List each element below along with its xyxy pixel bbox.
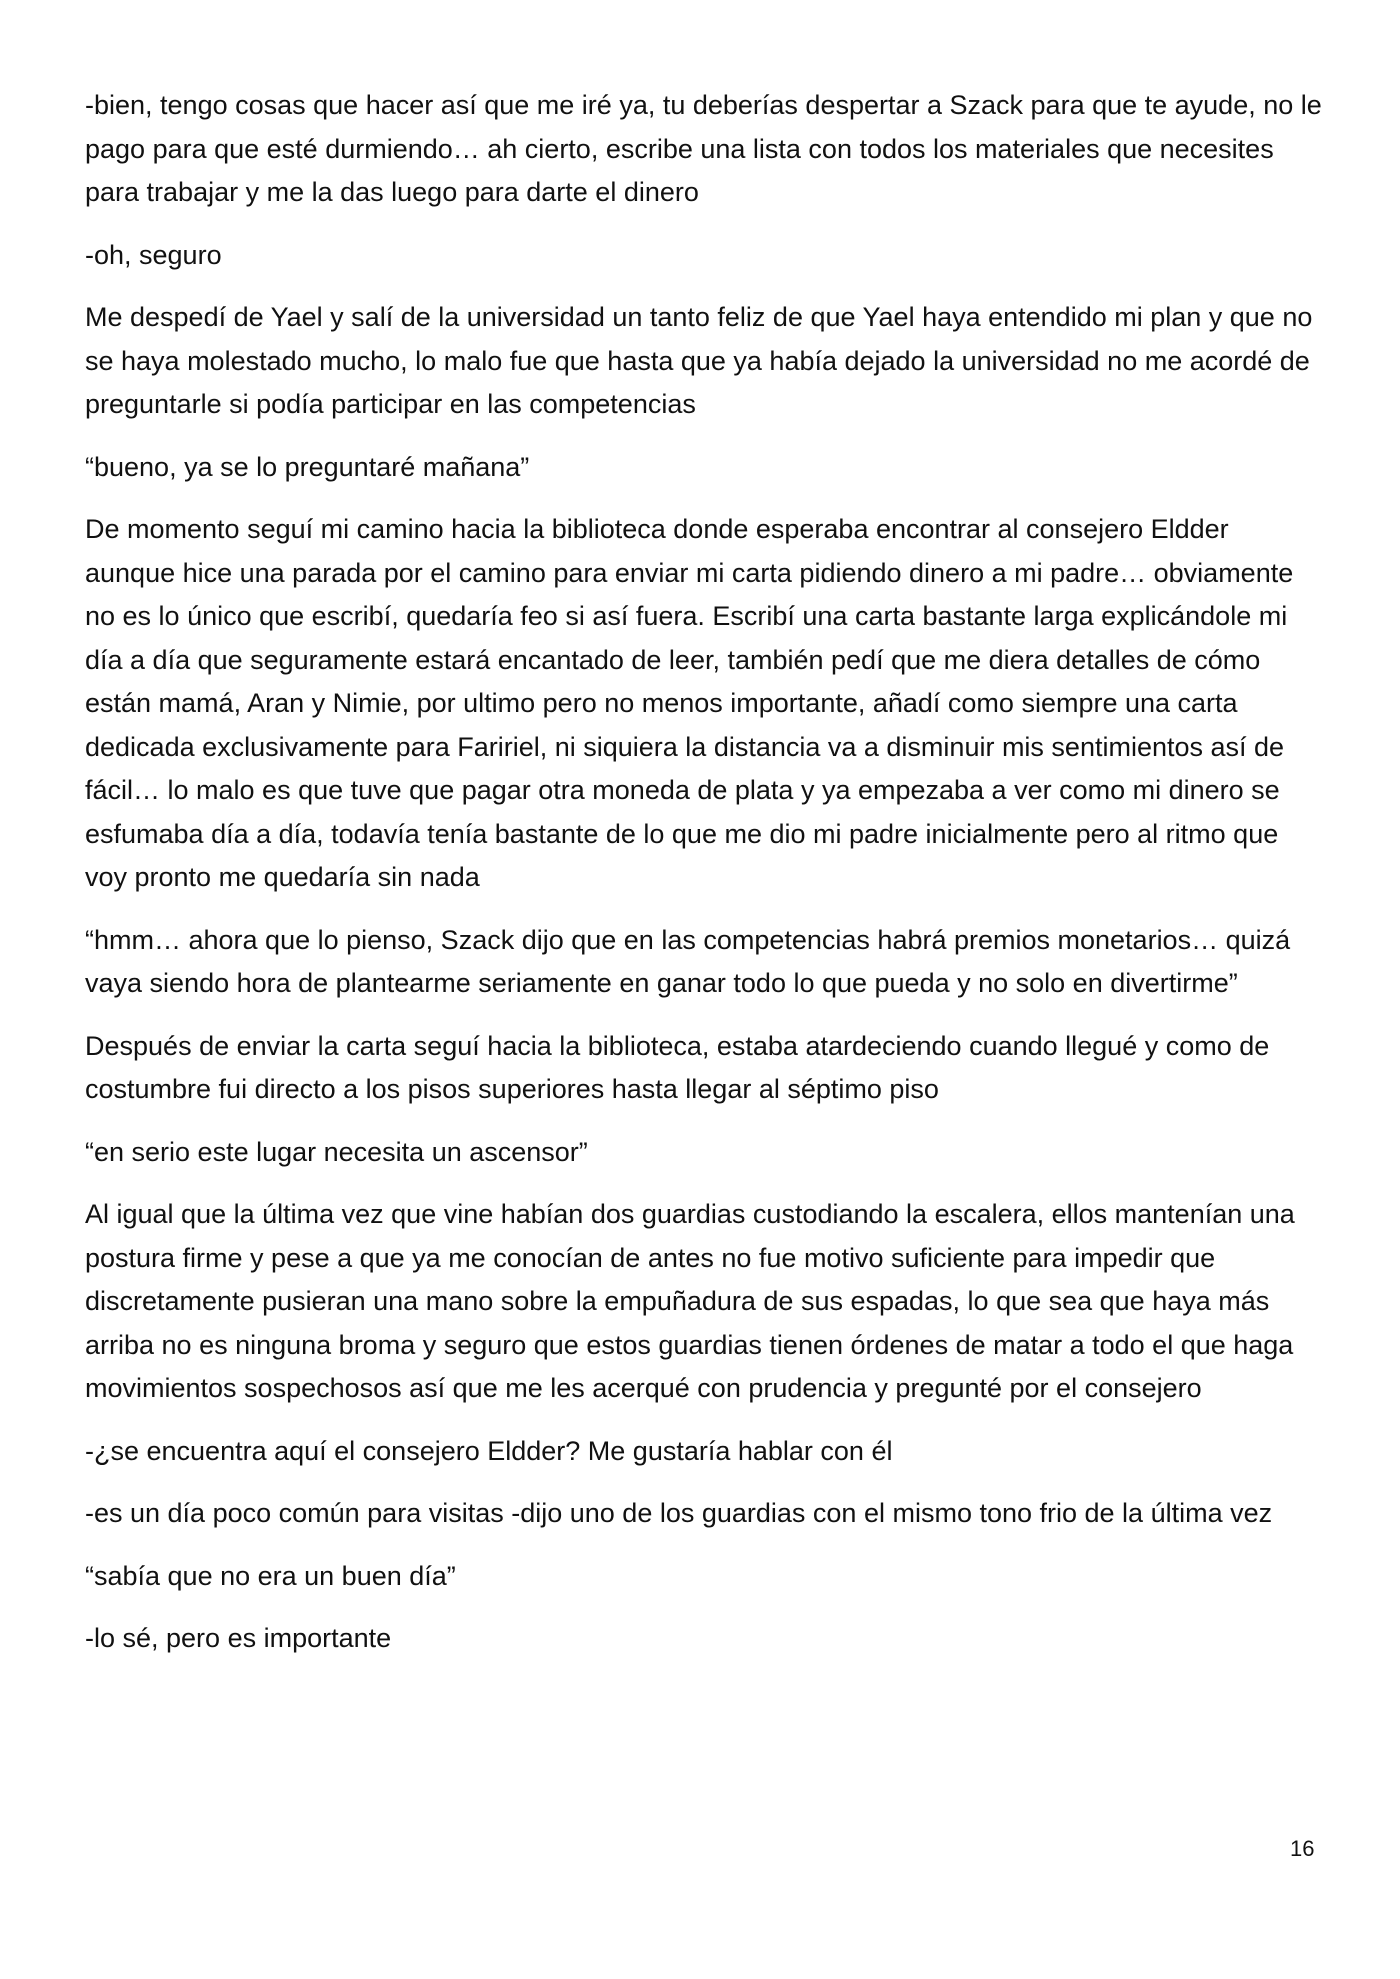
paragraph: -¿se encuentra aquí el consejero Eldder? Me gustaría hablar con él (85, 1435, 893, 1466)
paragraph: -es un día poco común para visitas -dijo uno de los guardias con el mismo tono frio de la última vez (85, 1498, 1273, 1528)
paragraph: “sabía que no era un buen día” (85, 1560, 456, 1591)
paragraph: -bien, tengo cosas que hacer así que me iré ya, tu deberías despertar a Szack para que te ayude, no le pago para que esté durmiendo… ah cierto, escribe una lista con todos los materiales que necesites para trabajar y me la das luego para darte el dinero (85, 90, 1322, 207)
page-number: 16 (1290, 1836, 1315, 1861)
paragraph: Me despedí de Yael y salí de la universidad un tanto feliz de que Yael haya entendido mi plan y que no se haya molestado mucho, lo malo fue que hasta que ya había dejado la universidad no me acordé de preguntarle si podía participar en las competencias (85, 302, 1313, 419)
paragraph: Después de enviar la carta seguí hacia la biblioteca, estaba atardeciendo cuando llegué y como de costumbre fui directo a los pisos superiores hasta llegar al séptimo piso (85, 1030, 1270, 1104)
body-text (85, 84, 1323, 1680)
paragraph: De momento seguí mi camino hacia la biblioteca donde esperaba encontrar al consejero Eldder aunque hice una parada por el camino para enviar mi carta pidiendo dinero a mi padre… obviamente no es lo único que escribí, quedaría feo si así fuera. Escribí una carta bastante larga explicándole mi día a día que seguramente estará encantado de leer, también pedí que me diera detalles de cómo están mamá, Aran y Nimie, por ultimo pero no menos importante, añadí como siempre una carta dedicada exclusivamente para Faririel, ni siquiera la distancia va a disminuir mis sentimientos así de fácil… lo malo es que tuve que pagar otra moneda de plata y ya empezaba a ver como mi dinero se esfumaba día a día, todavía tenía bastante de lo que me dio mi padre inicialmente pero al ritmo que voy pronto me quedaría sin nada (85, 514, 1294, 892)
paragraph: “en serio este lugar necesita un ascensor” (85, 1136, 588, 1167)
paragraph: “bueno, ya se lo preguntaré mañana” (85, 451, 530, 482)
paragraph: “hmm… ahora que lo pienso, Szack dijo que en las competencias habrá premios monetarios… quizá vaya siendo hora de plantearme seriamente en ganar todo lo que pueda y no solo en divertirme” (85, 924, 1291, 998)
paragraph: -lo sé, pero es importante (85, 1623, 392, 1653)
paragraph: Al igual que la última vez que vine habían dos guardias custodiando la escalera, ellos mantenían una postura firme y pese a que ya me conocían de antes no fue motivo suficiente para impedir que discretamente pusieran una mano sobre la empuñadura de sus espadas, lo que sea que haya más arriba no es ninguna broma y seguro que estos guardias tienen órdenes de matar a todo el que haga movimientos sospechosos así que me les acerqué con prudencia y pregunté por el consejero (85, 1199, 1295, 1403)
paragraph: -oh, seguro (85, 239, 222, 270)
